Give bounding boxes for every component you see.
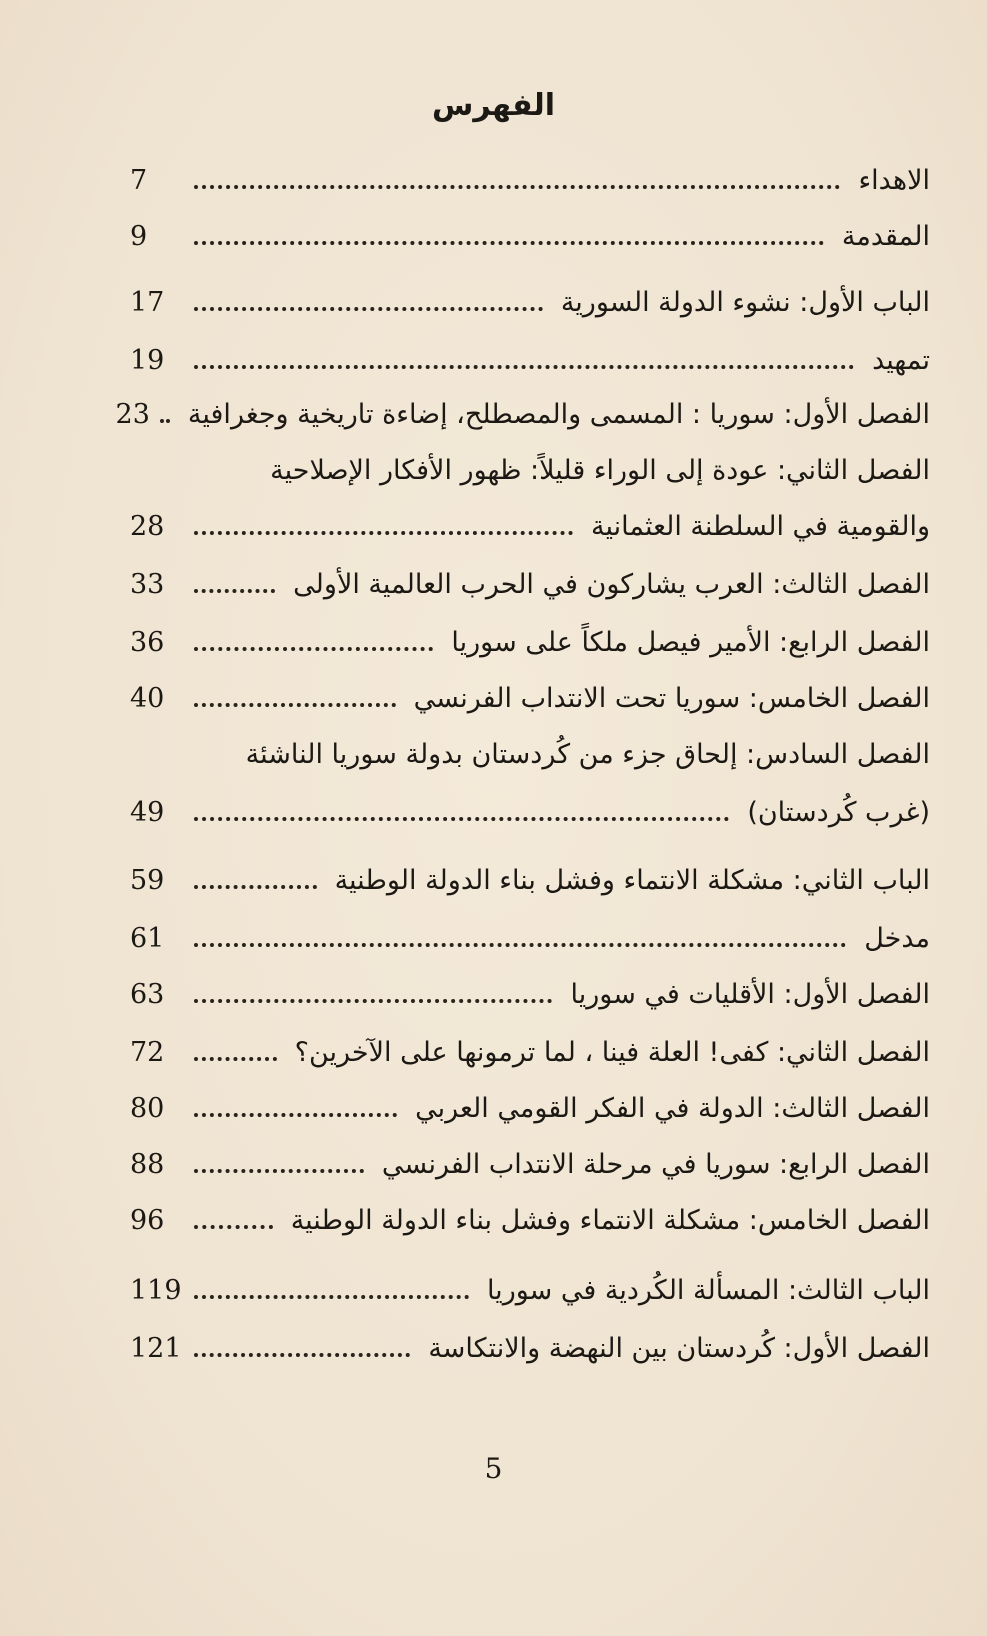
leader-dots [194, 241, 824, 245]
toc-entry [130, 1080, 930, 1136]
toc-entry [130, 556, 930, 612]
toc-entry-label: الاهداء [858, 164, 930, 196]
leader-dots [194, 1169, 364, 1173]
toc-entry [130, 910, 930, 966]
page-title: الفهرس [431, 88, 555, 123]
leader-dots [194, 1295, 469, 1299]
leader-dots [194, 589, 275, 593]
toc-entry-continuation [130, 498, 930, 554]
leader-dots [194, 307, 543, 311]
toc-entry [115, 386, 930, 442]
toc-entry-page: 63 [130, 978, 165, 1010]
leader-dots [194, 1113, 397, 1117]
toc-entry [130, 208, 930, 264]
toc-entry-label: الباب الثالث: المسألة الكُردية في سوريا [486, 1274, 930, 1306]
leader-dots [194, 531, 573, 535]
toc-entry-page: 17 [130, 286, 165, 318]
toc-entry-page: 33 [130, 568, 165, 600]
toc-entry-page: 80 [130, 1092, 165, 1124]
leader-dots [160, 419, 170, 423]
toc-entry-label: الفصل الخامس: سوريا تحت الانتداب الفرنسي [413, 682, 930, 714]
toc-entry-label: تمهيد [872, 344, 930, 376]
toc-entry [130, 1192, 930, 1248]
toc-entry [130, 726, 930, 782]
leader-dots [194, 703, 396, 707]
toc-entry-page: 59 [130, 864, 165, 896]
toc-entry-label: الفصل السادس: إلحاق جزء من كُردستان بدولة سوريا الناشئة [245, 738, 930, 770]
toc-entry-label: الفصل الثالث: الدولة في الفكر القومي العربي [415, 1092, 930, 1124]
leader-dots [194, 365, 854, 369]
toc-entry-label: الفصل الرابع: سوريا في مرحلة الانتداب الفرنسي [381, 1148, 930, 1180]
toc-entry [130, 614, 930, 670]
leader-dots [194, 185, 840, 189]
toc-part-entry [130, 1262, 930, 1318]
toc-entry-page: 72 [130, 1036, 165, 1068]
toc-entry-label: الفصل الأول: الأقليات في سوريا [570, 978, 930, 1010]
toc-entry [130, 966, 930, 1022]
toc-entry-page: 28 [130, 510, 165, 542]
leader-dots [194, 1225, 273, 1229]
toc-entry-label: الفصل الثالث: العرب يشاركون في الحرب العالمية الأولى [293, 568, 930, 600]
leader-dots [194, 1353, 410, 1357]
toc-entry-label: الفصل الرابع: الأمير فيصل ملكاً على سوريا [451, 626, 930, 658]
toc-entry-label: الفصل الأول: سوريا : المسمى والمصطلح، إضاءة تاريخية وجغرافية [187, 398, 930, 430]
page-number: 5 [484, 1452, 503, 1485]
toc-entry-label: الفصل الخامس: مشكلة الانتماء وفشل بناء الدولة الوطنية [290, 1204, 930, 1236]
toc-entry [130, 1136, 930, 1192]
toc-entry-page: 61 [130, 922, 165, 954]
toc-entry-page: 121 [130, 1332, 182, 1364]
toc-entry-label: والقومية في السلطنة العثمانية [590, 510, 930, 542]
toc-entry-label: المقدمة [841, 220, 930, 252]
toc-entry-label: الفصل الثاني: عودة إلى الوراء قليلاً: ظهور الأفكار الإصلاحية [270, 454, 930, 486]
toc-entry [130, 1024, 930, 1080]
toc-entry-continuation [130, 784, 930, 840]
leader-dots [194, 943, 846, 947]
toc-entry-label: الباب الثاني: مشكلة الانتماء وفشل بناء الدولة الوطنية [334, 864, 930, 896]
leader-dots [194, 1057, 277, 1061]
toc-entry [130, 670, 930, 726]
toc-entry-page: 96 [130, 1204, 165, 1236]
toc-entry-label: الباب الأول: نشوء الدولة السورية [560, 286, 930, 318]
toc-entry [130, 332, 930, 388]
toc-entry-page: 49 [130, 796, 165, 828]
toc-entry-page: 23 [115, 398, 150, 430]
toc-part-entry [130, 852, 930, 908]
toc-entry-page: 7 [130, 164, 148, 196]
toc-entry-page: 36 [130, 626, 165, 658]
leader-dots [194, 647, 433, 651]
toc-entry [130, 442, 930, 498]
toc-entry-label: الفصل الثاني: كفى! العلة فينا ، لما ترمونها على الآخرين؟ [294, 1036, 930, 1068]
toc-entry [130, 152, 930, 208]
toc-part-entry [130, 274, 930, 330]
toc-entry-page: 88 [130, 1148, 165, 1180]
toc-entry-label: مدخل [864, 922, 930, 954]
toc-entry-label: (غرب كُردستان) [747, 796, 930, 828]
toc-entry-page: 9 [130, 220, 148, 252]
toc-entry-page: 40 [130, 682, 165, 714]
toc-entry-page: 119 [130, 1274, 182, 1306]
leader-dots [194, 999, 552, 1003]
leader-dots [194, 817, 729, 821]
toc-entry-page: 19 [130, 344, 165, 376]
toc-entry-label: الفصل الأول: كُردستان بين النهضة والانتكاسة [428, 1332, 930, 1364]
toc-entry [130, 1320, 930, 1376]
leader-dots [194, 885, 317, 889]
